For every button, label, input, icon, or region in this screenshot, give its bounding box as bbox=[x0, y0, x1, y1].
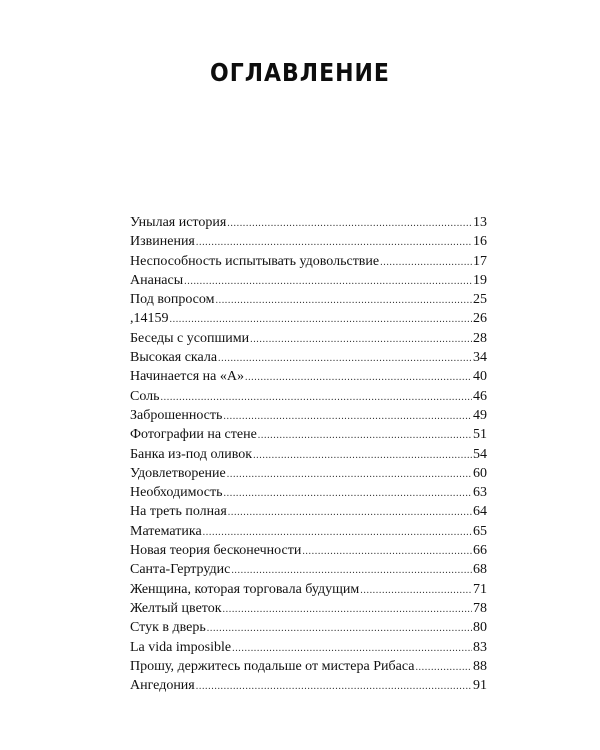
toc-entry-title: La vida imposible bbox=[130, 639, 232, 655]
dot-leader bbox=[232, 644, 472, 654]
dot-leader bbox=[224, 489, 472, 499]
toc-entry bbox=[130, 213, 487, 232]
toc-entry bbox=[130, 560, 487, 579]
toc-entry-title: Высокая скала bbox=[130, 350, 218, 366]
toc-entry-title: Необходимость bbox=[130, 485, 223, 501]
toc-entry-page-number: 19 bbox=[473, 272, 487, 288]
toc-entry-title: Банка из-под оливок bbox=[130, 446, 253, 462]
toc-entry bbox=[130, 252, 487, 271]
toc-entry-page-number: 13 bbox=[473, 215, 487, 230]
dot-leader bbox=[203, 528, 472, 538]
toc-entry-title: Новая теория бесконечности bbox=[130, 543, 302, 559]
toc-entry-title: На треть полная bbox=[130, 504, 227, 520]
toc-entry-title: Под вопросом bbox=[130, 292, 215, 308]
toc-entry-page-number: 28 bbox=[473, 330, 487, 346]
toc-entry-page-number: 91 bbox=[473, 678, 487, 694]
toc-entry bbox=[130, 367, 487, 386]
toc-entry-title: Прошу, держитесь подальше от мистера Рибаса bbox=[130, 658, 415, 674]
toc-entry bbox=[130, 406, 487, 425]
toc-entry bbox=[130, 599, 487, 618]
toc-entry-title: Соль bbox=[130, 388, 160, 404]
toc-entry-page-number: 34 bbox=[473, 350, 487, 366]
toc-entry-page-number: 60 bbox=[473, 465, 487, 481]
page-title: ОГЛАВЛЕНИЕ bbox=[210, 59, 390, 88]
toc-entry-page-number: 71 bbox=[473, 581, 487, 597]
toc-entry-title: Заброшенность bbox=[130, 407, 223, 423]
dot-leader bbox=[216, 296, 473, 306]
dot-leader bbox=[228, 508, 472, 518]
toc-entry bbox=[130, 657, 487, 676]
toc-entry bbox=[130, 580, 487, 599]
dot-leader bbox=[245, 373, 472, 383]
toc-entry-title: Начинается на «А» bbox=[130, 369, 244, 385]
toc-entry-title: Ананасы bbox=[130, 272, 184, 288]
toc-entry-title: Неспособность испытывать удовольствие bbox=[130, 253, 380, 269]
dot-leader bbox=[161, 393, 472, 403]
toc-entry bbox=[130, 638, 487, 657]
toc-entry bbox=[130, 445, 487, 464]
dot-leader bbox=[380, 258, 472, 268]
toc-entry-title: Извинения bbox=[130, 234, 195, 250]
toc-entry bbox=[130, 290, 487, 309]
toc-entry bbox=[130, 618, 487, 637]
dot-leader bbox=[250, 335, 472, 345]
toc-entry-page-number: 16 bbox=[473, 234, 487, 250]
dot-leader bbox=[360, 586, 472, 596]
toc-entry-title: Фотографии на стене bbox=[130, 427, 257, 443]
dot-leader bbox=[253, 451, 472, 461]
toc-entry-title: Беседы с усопшими bbox=[130, 330, 250, 346]
dot-leader bbox=[184, 277, 472, 287]
dot-leader bbox=[223, 605, 472, 615]
toc-entry bbox=[130, 483, 487, 502]
toc-entry-page-number: 17 bbox=[473, 253, 487, 269]
toc-entry-page-number: 83 bbox=[473, 639, 487, 655]
dot-leader bbox=[227, 219, 472, 229]
toc-entry-title: Стук в дверь bbox=[130, 620, 206, 636]
toc-entry-page-number: 51 bbox=[473, 427, 487, 443]
toc-entry-title: Санта-Гертрудис bbox=[130, 562, 231, 578]
dot-leader bbox=[231, 566, 472, 576]
toc-entry-title: Женщина, которая торговала будущим bbox=[130, 581, 360, 597]
toc-entry-title: Математика bbox=[130, 523, 202, 539]
dot-leader bbox=[207, 624, 472, 634]
toc-entry bbox=[130, 348, 487, 367]
dot-leader bbox=[258, 431, 472, 441]
toc-entry bbox=[130, 309, 487, 328]
toc-entry-page-number: 65 bbox=[473, 523, 487, 539]
dot-leader bbox=[223, 412, 472, 422]
toc-entry bbox=[130, 502, 487, 521]
dot-leader bbox=[196, 682, 472, 692]
toc-entry bbox=[130, 522, 487, 541]
dot-leader bbox=[218, 354, 472, 364]
table-of-contents bbox=[130, 213, 487, 695]
toc-entry-page-number: 63 bbox=[473, 485, 487, 501]
toc-entry-page-number: 26 bbox=[473, 311, 487, 327]
toc-entry-page-number: 78 bbox=[473, 600, 487, 616]
toc-entry-title: Ангедония bbox=[130, 678, 195, 694]
toc-entry-page-number: 80 bbox=[473, 620, 487, 636]
toc-entry-page-number: 46 bbox=[473, 388, 487, 404]
toc-entry-page-number: 66 bbox=[473, 543, 487, 559]
toc-entry bbox=[130, 387, 487, 406]
toc-entry bbox=[130, 676, 487, 695]
toc-entry-title: Удовлетворение bbox=[130, 465, 226, 481]
dot-leader bbox=[227, 470, 472, 480]
toc-entry-title: Желтый цветок bbox=[130, 600, 222, 616]
toc-entry-page-number: 49 bbox=[473, 407, 487, 423]
toc-entry bbox=[130, 329, 487, 348]
toc-entry-page-number: 54 bbox=[473, 446, 487, 462]
toc-entry-page-number: 68 bbox=[473, 562, 487, 578]
dot-leader bbox=[302, 547, 472, 557]
dot-leader bbox=[415, 663, 472, 673]
toc-entry-page-number: 25 bbox=[473, 292, 487, 308]
toc-entry bbox=[130, 271, 487, 290]
toc-entry bbox=[130, 464, 487, 483]
dot-leader bbox=[196, 238, 472, 248]
toc-entry-page-number: 88 bbox=[473, 658, 487, 674]
toc-entry-title: Унылая история bbox=[130, 215, 227, 230]
toc-entry bbox=[130, 425, 487, 444]
toc-entry bbox=[130, 541, 487, 560]
toc-entry-title: ,14159 bbox=[130, 311, 169, 327]
toc-entry bbox=[130, 232, 487, 251]
toc-entry-page-number: 40 bbox=[473, 369, 487, 385]
dot-leader bbox=[170, 315, 473, 325]
toc-entry-page-number: 64 bbox=[473, 504, 487, 520]
